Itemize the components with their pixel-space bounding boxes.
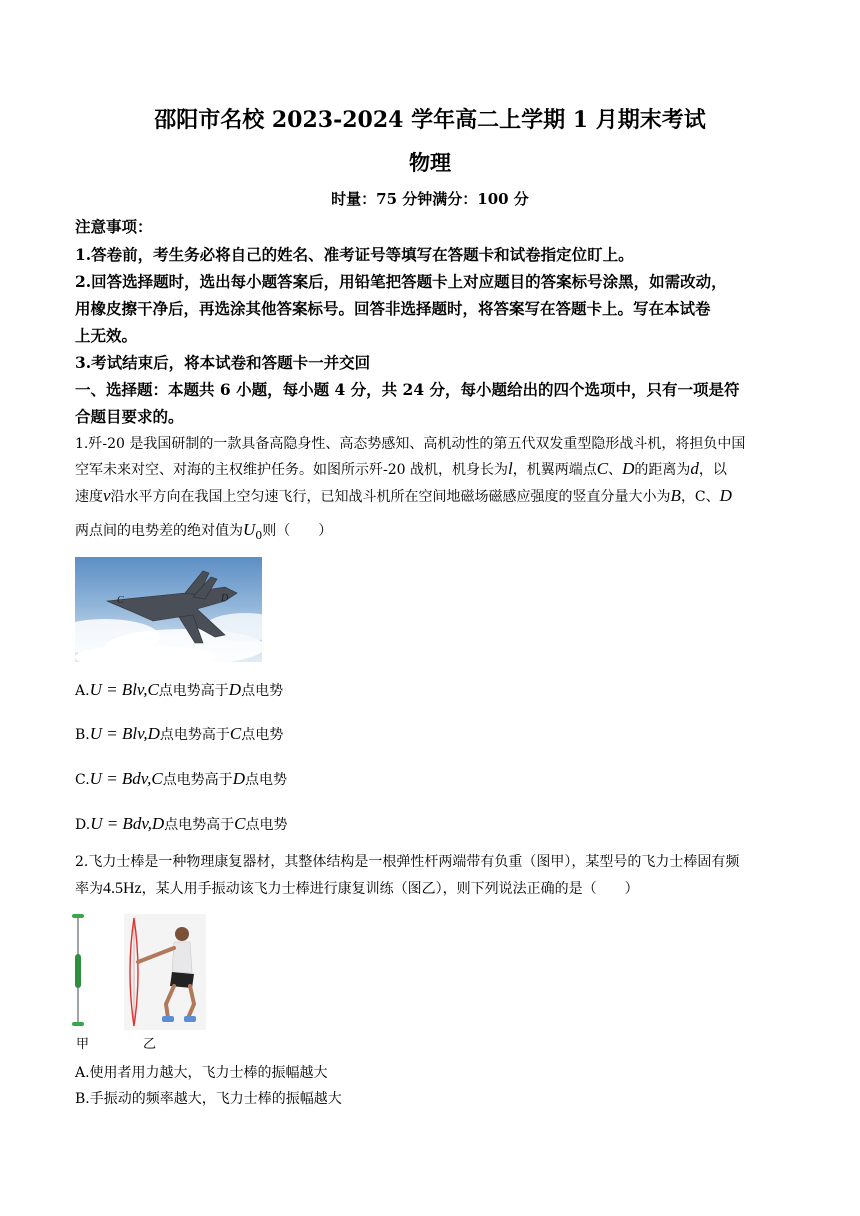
notice-item-1: 1.答卷前，考生务必将自己的姓名、准考证号等填写在答题卡和试卷指定位盯上。 xyxy=(75,245,634,264)
person-training-image xyxy=(124,914,206,1030)
q2-line-1: 2.飞力士棒是一种物理康复器材，其整体结构是一根弹性杆两端带有负重（图甲），某型号的飞力士棒固有频 xyxy=(75,854,740,870)
jet-label-d: D xyxy=(221,593,229,604)
q1-line-2: 空军未来对空、对海的主权维护任务。如图所示歼-20 战机，机身长为l，机翼两端点C、D的距离为d，以 xyxy=(75,459,727,478)
flexibar-rod-image xyxy=(68,912,88,1030)
figure-label-jia: 甲 xyxy=(76,1037,90,1052)
section-heading-line-2: 合题目要求的。 xyxy=(75,407,184,426)
notice-item-2-line-1: 2.回答选择题时，选出每小题答案后，用铅笔把答题卡上对应题目的答案标号涂黑，如需改动， xyxy=(75,272,727,291)
q1-option-a[interactable]: A.U = Blv,C点电势高于D点电势 xyxy=(75,680,284,699)
q2-line-2: 率为4.5Hz，某人用手振动该飞力士棒进行康复训练（图乙），则下列说法正确的是（ ） xyxy=(75,880,639,897)
q1-line-4: 两点间的电势差的绝对值为$U_0$则（ ） xyxy=(75,520,333,542)
q1-option-c[interactable]: C.U = Bdv,C点电势高于D点电势 xyxy=(75,769,287,788)
section-heading-line-1: 一、选择题：本题共 6 小题，每小题 4 分，共 24 分，每小题给出的四个选项中，只有一项是符 xyxy=(75,380,740,399)
notice-item-3: 3.考试结束后，将本试卷和答题卡一并交回 xyxy=(75,353,371,372)
q2-option-a[interactable]: A.使用者用力越大，飞力士棒的振幅越大 xyxy=(75,1065,328,1081)
notice-item-2-line-2: 用橡皮擦干净后，再选涂其他答案标号。回答非选择题时，将答案写在答题卡上。写在本试卷 xyxy=(75,299,711,318)
notice-heading: 注意事项： xyxy=(75,217,153,236)
q1-line-3: 速度v沿水平方向在我国上空匀速飞行，已知战斗机所在空间地磁场磁感应强度的竖直分量大小为B，C、D xyxy=(75,486,732,505)
q1-option-b[interactable]: B.U = Blv,D点电势高于C点电势 xyxy=(75,724,284,743)
notice-item-2-line-3: 上无效。 xyxy=(75,326,138,345)
q2-option-b[interactable]: B.手振动的频率越大，飞力士棒的振幅越大 xyxy=(75,1091,342,1107)
q1-option-d[interactable]: D.U = Bdv,D点电势高于C点电势 xyxy=(75,814,288,833)
jet-label-c: C xyxy=(117,595,124,606)
figure-label-yi: 乙 xyxy=(143,1037,157,1052)
exam-title: 邵阳市名校 2023-2024 学年高二上学期 1 月期末考试 xyxy=(154,107,706,133)
subject-title: 物理 xyxy=(409,150,451,175)
fighter-jet-image xyxy=(75,557,262,662)
exam-timing: 时量：75 分钟满分：100 分 xyxy=(331,190,529,208)
q1-line-1: 1.歼-20 是我国研制的一款具备高隐身性、高态势感知、高机动性的第五代双发重型隐形战斗机，将担负中国 xyxy=(75,436,746,452)
